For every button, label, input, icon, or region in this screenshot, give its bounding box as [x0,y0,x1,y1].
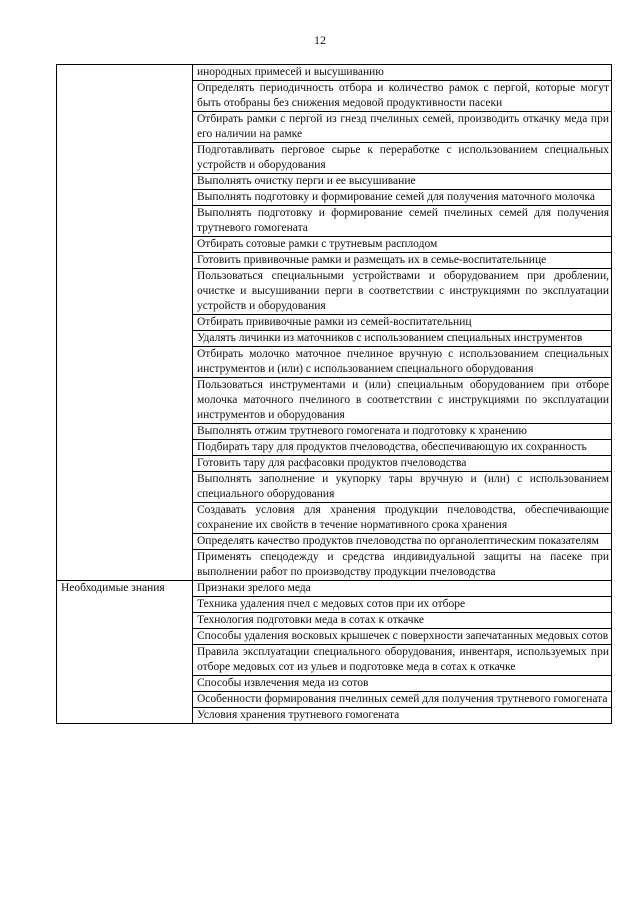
skills-item: Выполнять заполнение и укупорку тары вручную и (или) с использованием специального оборудования [193,472,612,503]
skills-item: Готовить прививочные рамки и размещать их в семье-воспитательнице [193,253,612,269]
skills-item: Пользоваться специальными устройствами и оборудованием при дроблении, очистке и высушивании перги в соответствии с инструкциями по эксплуатации устройств и оборудования [193,269,612,315]
skills-item: Отбирать молочко маточное пчелиное вручную с использованием специальных инструментов и (или) с использованием специального оборудования [193,347,612,378]
page-number: 12 [314,33,326,47]
knowledge-item: Условия хранения трутневого гомогената [193,708,612,724]
skills-item: Выполнять подготовку и формирование семей пчелиных семей для получения трутневого гомогената [193,206,612,237]
competency-table [56,64,612,724]
skills-item: инородных примесей и высушиванию [193,65,612,81]
skills-item: Выполнять отжим трутневого гомогената и подготовку к хранению [193,424,612,440]
skills-item: Отбирать прививочные рамки из семей-воспитательниц [193,315,612,331]
knowledge-item: Техника удаления пчел с медовых сотов при их отборе [193,597,612,613]
skills-item: Применять спецодежду и средства индивидуальной защиты на пасеке при выполнении работ по производству продукции пчеловодства [193,550,612,581]
skills-item: Выполнять очистку перги и ее высушивание [193,174,612,190]
skills-item: Определять качество продуктов пчеловодства по органолептическим показателям [193,534,612,550]
knowledge-item: Особенности формирования пчелиных семей для получения трутневого гомогената [193,692,612,708]
skills-item: Пользоваться инструментами и (или) специальным оборудованием при отборе молочка маточного пчелиного в соответствии с инструкциями по эксплуатации инструментов и оборудования [193,378,612,424]
knowledge-item: Способы извлечения меда из сотов [193,676,612,692]
skills-item: Выполнять подготовку и формирование семей для получения маточного молочка [193,190,612,206]
knowledge-item: Технология подготовки меда в сотах к откачке [193,613,612,629]
skills-item: Отбирать рамки с пергой из гнезд пчелиных семей, производить откачку меда при его наличии на рамке [193,112,612,143]
skills-item: Отбирать сотовые рамки с трутневым расплодом [193,237,612,253]
skills-item: Создавать условия для хранения продукции пчеловодства, обеспечивающие сохранение их свойств в течение нормативного срока хранения [193,503,612,534]
skills-item: Удалять личинки из маточников с использованием специальных инструментов [193,331,612,347]
knowledge-item: Признаки зрелого меда [193,581,612,597]
knowledge-section-label: Необходимые знания [57,581,193,724]
skills-item: Готовить тару для расфасовки продуктов пчеловодства [193,456,612,472]
skills-item: Подготавливать перговое сырье к переработке с использованием специальных устройств и оборудования [193,143,612,174]
skills-item: Подбирать тару для продуктов пчеловодства, обеспечивающую их сохранность [193,440,612,456]
skills-row [57,65,612,81]
knowledge-row [57,581,612,597]
knowledge-item: Способы удаления восковых крышечек с поверхности запечатанных медовых сотов [193,629,612,645]
skills-item: Определять периодичность отбора и количество рамок с пергой, которые могут быть отобраны без снижения медовой продуктивности пасеки [193,81,612,112]
skills-section-label [57,65,193,581]
knowledge-item: Правила эксплуатации специального оборудования, инвентаря, используемых при отборе медовых сот из ульев и подготовке меда в сотах к откачке [193,645,612,676]
